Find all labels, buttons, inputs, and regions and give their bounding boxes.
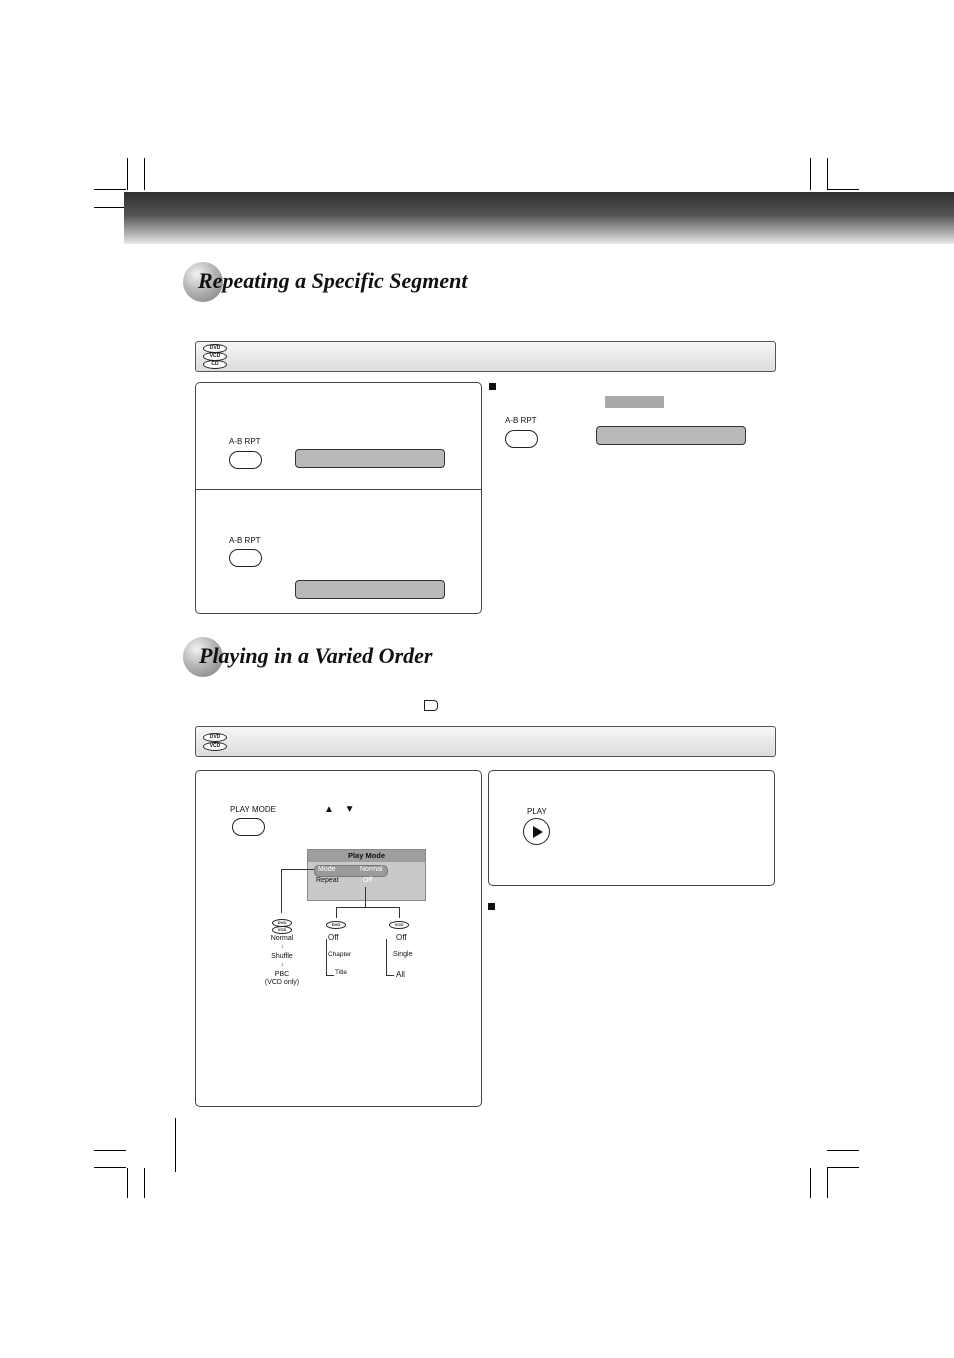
play-mode-osd (307, 849, 426, 901)
section-title-varied-order: Playing in a Varied Order (199, 643, 433, 668)
ab-rpt-button[interactable] (229, 549, 262, 567)
crop-mark (94, 189, 126, 190)
ab-rpt-label: A-B RPT (229, 536, 261, 545)
play-icon (533, 826, 543, 838)
note-bullet (489, 383, 496, 390)
ab-rpt-button[interactable] (505, 430, 538, 448)
connector-line (365, 887, 366, 907)
dvd-repeat-off: Off (328, 933, 339, 942)
disc-compatibility-bar (195, 726, 776, 757)
loop-line (326, 975, 334, 976)
play-mode-button[interactable] (232, 818, 265, 836)
crop-mark (827, 1167, 859, 1168)
connector-line (336, 907, 337, 918)
osd-title: Play Mode (308, 850, 425, 862)
osd-mode-value: Normal (360, 866, 383, 873)
ab-rpt-button[interactable] (229, 451, 262, 469)
mode-option-note: (VCD only) (264, 979, 300, 986)
crop-mark (175, 1118, 176, 1172)
loop-line (386, 939, 387, 976)
disc-compatibility-bar (195, 341, 776, 372)
crop-mark (827, 189, 859, 190)
dvd-repeat-title: Title (335, 969, 348, 976)
mode-option-pbc: PBC (274, 971, 290, 978)
screen-display-bar (596, 426, 746, 445)
loop-line (386, 975, 394, 976)
osd-repeat-value: Off (363, 877, 373, 884)
dvd-repeat-chapter: Chapter (328, 951, 352, 958)
crop-mark (827, 1168, 828, 1198)
ab-rpt-label: A-B RPT (229, 437, 261, 446)
crop-mark (127, 1168, 128, 1198)
vcd-disc-icon: VCD (272, 926, 292, 934)
osd-repeat-label: Repeat (316, 877, 339, 884)
vcd-repeat-single: Single (393, 951, 413, 958)
dvd-disc-icon: DVD (326, 921, 346, 929)
play-label: PLAY (527, 807, 547, 816)
screen-display-bar (295, 580, 445, 599)
crop-mark (94, 1150, 126, 1151)
crop-mark (94, 207, 126, 208)
crop-mark (144, 158, 145, 190)
vcd-repeat-off: Off (396, 933, 407, 942)
osd-mode-label: Mode (318, 866, 336, 873)
connector-line (336, 907, 400, 908)
play-button[interactable] (523, 818, 550, 845)
note-bullet (488, 903, 495, 910)
page-ref-icon (424, 700, 438, 711)
section-title-repeat: Repeating a Specific Segment (198, 268, 468, 293)
dvd-disc-icon: DVD (272, 919, 292, 927)
vcd-disc-icon: VCD (389, 921, 409, 929)
arrow-down-icon: ↓ (280, 944, 284, 950)
mode-option-shuffle: Shuffle (271, 953, 293, 960)
crop-mark (827, 1150, 859, 1151)
loop-line (326, 939, 327, 976)
screen-display-bar (295, 449, 445, 468)
play-mode-label: PLAY MODE (230, 805, 276, 814)
header-band (124, 192, 954, 244)
vcd-disc-icon: VCD (203, 742, 227, 751)
mode-option-normal: Normal (270, 935, 294, 942)
arrow-down-icon: ↓ (280, 962, 284, 968)
vcd-repeat-all: All (396, 970, 405, 979)
arrow-keys-icon: ▲ ▼ (324, 804, 359, 815)
dvd-disc-icon: DVD (203, 344, 227, 353)
crop-mark (144, 1168, 145, 1198)
vcd-disc-icon: VCD (203, 352, 227, 361)
ab-rpt-label: A-B RPT (505, 416, 537, 425)
dvd-disc-icon: DVD (203, 733, 227, 742)
crop-mark (810, 1168, 811, 1198)
connector-line (399, 907, 400, 918)
crop-mark (127, 158, 128, 190)
crop-mark (827, 158, 828, 190)
connector-line (281, 869, 282, 913)
cd-disc-icon: CD (203, 360, 227, 369)
crop-mark (94, 1167, 126, 1168)
crop-mark (810, 158, 811, 190)
divider (196, 489, 481, 490)
connector-line (281, 869, 314, 870)
highlight-block (605, 396, 664, 408)
